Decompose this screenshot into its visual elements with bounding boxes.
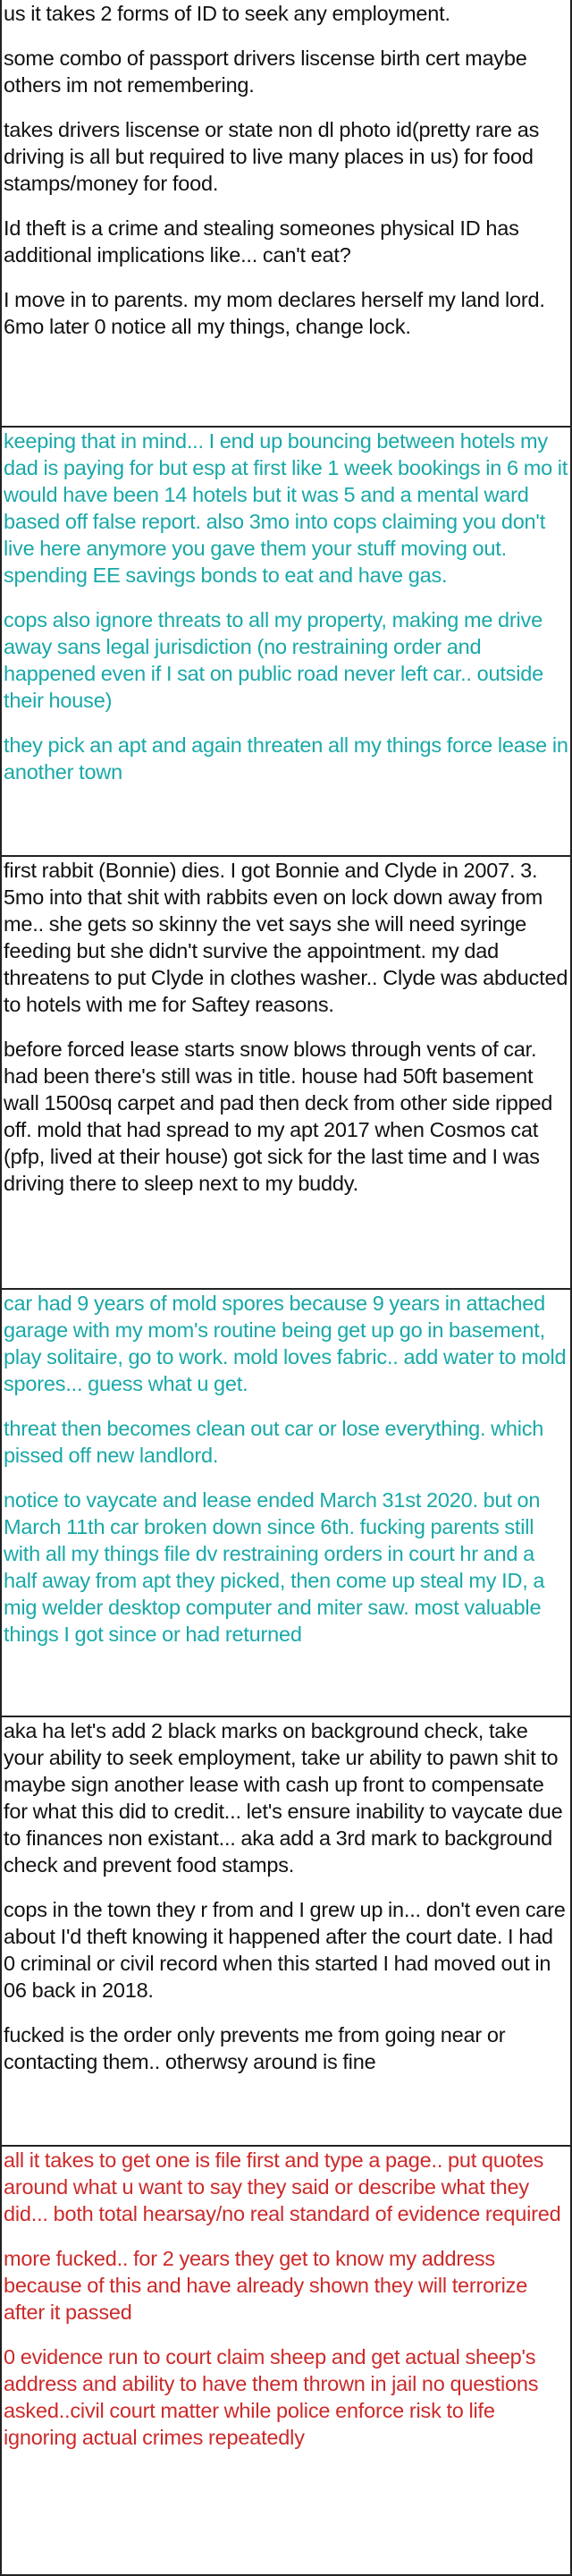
paragraph: threat then becomes clean out car or lose everything. which pissed off new landlord. xyxy=(4,1417,544,1467)
paragraph: keeping that in mind... I end up bouncing between hotels my dad is paying for but esp at first like 1 week bookings in 6 mo it would have been 14 hotels but it was 5 and a mental ward based off false report. also 3mo into cops claiming you don't live here anymore you gave them your stuff moving out. spending EE savings bonds to eat and have gas. xyxy=(4,429,568,587)
paragraph: cops in the town they r from and I grew up in... don't even care about I'd theft knowing it happened after the court date. I had 0 criminal or civil record when this started I had moved out in 06 back in 2018. xyxy=(4,1898,566,2002)
paragraph: aka ha let's add 2 black marks on background check, take your ability to seek employment, take ur ability to pawn shit to maybe sign another lease with cash up front to compensate for what this did to credit... let's ensure inability to vaycate due to finances non existant... aka add a 3rd mark to background check and prevent food stamps. xyxy=(4,1719,563,1877)
text-block-5 xyxy=(2,1717,570,2147)
paragraph: first rabbit (Bonnie) dies. I got Bonnie and Clyde in 2007. 3. 5mo into that shit with rabbits even on lock down away from me.. she gets so skinny the vet says she will need syringe feeding but she didn't survive the appointment. my dad threatens to put Clyde in clothes washer.. Clyde was abducted to hotels with me for Saftey reasons. xyxy=(4,859,568,1016)
text-block-3 xyxy=(2,857,570,1290)
paragraph: they pick an apt and again threaten all my things force lease in another town xyxy=(4,733,568,784)
paragraph: takes drivers liscense or state non dl photo id(pretty rare as driving is all but required to live many places in us) for food stamps/money for food. xyxy=(4,118,540,195)
text-block-2 xyxy=(2,428,570,857)
text-block-1 xyxy=(2,0,570,428)
paragraph: more fucked.. for 2 years they get to know my address because of this and have already shown they will terrorize after it passed xyxy=(4,2247,528,2324)
text-block-4 xyxy=(2,1290,570,1717)
text-block-6 xyxy=(2,2147,570,2574)
paragraph: I move in to parents. my mom declares herself my land lord. 6mo later 0 notice all my things, change lock. xyxy=(4,288,545,338)
paragraph: notice to vaycate and lease ended March 31st 2020. but on March 11th car broken down since 6th. fucking parents still with all my things file dv restraining orders in court hr and a half away from apt they picked, then come up steal my ID, a mig welder desktop computer and miter saw. most valuable things I got since or had returned xyxy=(4,1488,545,1646)
paragraph: some combo of passport drivers liscense birth cert maybe others im not remembering. xyxy=(4,47,527,97)
paragraph: 0 evidence run to court claim sheep and get actual sheep's address and ability to have them thrown in jail no questions asked..civil court matter while police enforce risk to life ignoring actual crimes repeatedly xyxy=(4,2345,539,2449)
paragraph: before forced lease starts snow blows through vents of car. had been there's still was in title. house had 50ft basement wall 1500sq carpet and pad then deck from other side ripped off. mold that had spread to my apt 2017 when Cosmos cat (pfp, lived at their house) got sick for the last time and I was driving there to sleep next to my buddy. xyxy=(4,1038,553,1195)
paragraph: cops also ignore threats to all my property, making me drive away sans legal jurisdiction (no restraining order and happened even if I sat on public road never left car.. outside their house) xyxy=(4,608,543,712)
paragraph: fucked is the order only prevents me from going near or contacting them.. otherwsy around is fine xyxy=(4,2023,506,2073)
paragraph: Id theft is a crime and stealing someones physical ID has additional implications like... can't eat? xyxy=(4,216,519,267)
paragraph: all it takes to get one is file first and type a page.. put quotes around what u want to say they said or describe what they did... both total hearsay/no real standard of evidence required xyxy=(4,2148,561,2225)
paragraph: car had 9 years of mold spores because 9 years in attached garage with my mom's routine being get up go in basement, play solitaire, go to work. mold loves fabric.. add water to mold spores... guess what u get. xyxy=(4,1292,567,1395)
paragraph: us it takes 2 forms of ID to seek any employment. xyxy=(4,2,450,25)
